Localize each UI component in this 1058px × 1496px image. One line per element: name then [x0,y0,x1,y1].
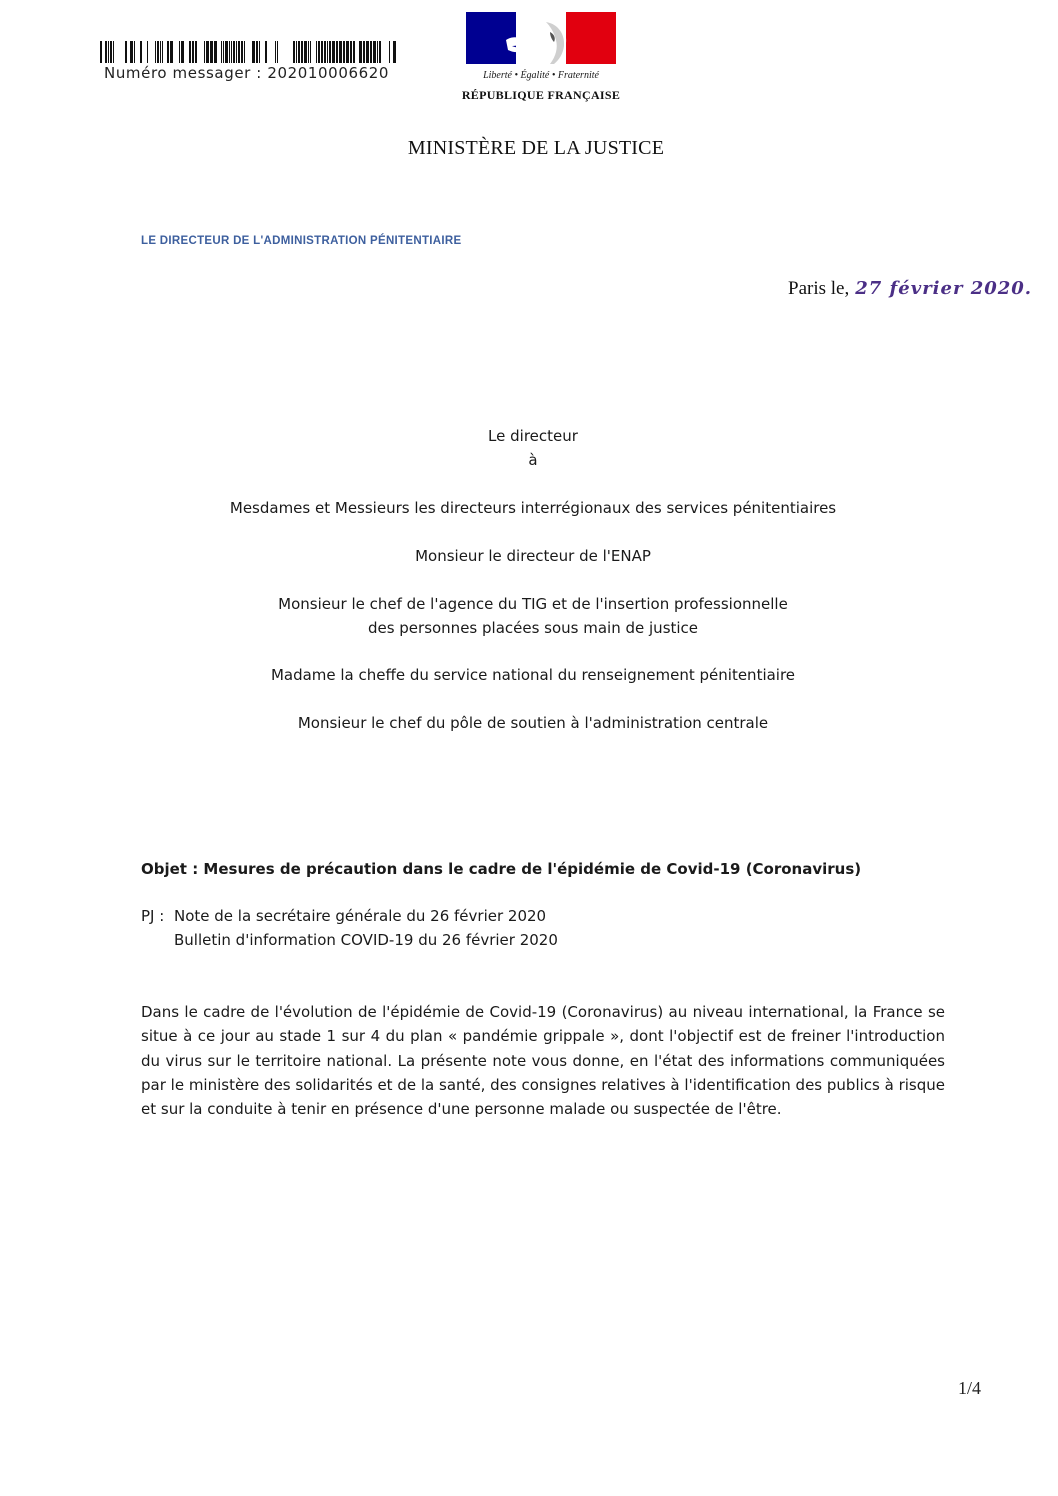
date-prefix: Paris le, [788,278,850,299]
date-line [788,278,1032,300]
republic-name: RÉPUBLIQUE FRANÇAISE [461,88,621,102]
addressee-line: Monsieur le directeur de l'ENAP [415,547,651,565]
attachment-item: Note de la secrétaire générale du 26 février 2020 [174,907,547,925]
addressee-line: des personnes placées sous main de justice [367,619,699,637]
sender-line: Le directeur [488,427,578,445]
ministry-title: MINISTÈRE DE LA JUSTICE [407,137,665,159]
body-paragraph: Dans le cadre de l'évolution de l'épidémie de Covid-19 (Coronavirus) au niveau international, la France se situe à ce jour au stade 1 sur 4 du plan « pandémie grippale », dont l'objectif est de freiner l'introduction du virus sur le territoire national. La présente note vous donne, en l'état des informations communiquées par le ministère des solidarités et de la santé, des consignes relatives à l'identification des publics à risque et sur la conduite à tenir en présence d'une personne malade ou suspectée de l'être. [141,1003,945,1119]
addressee-line: Monsieur le chef de l'agence du TIG et de l'insertion professionnelle [278,595,788,613]
addressee-line: Monsieur le chef du pôle de soutien à l'administration centrale [297,714,769,732]
page-number: 1/4 [958,1378,982,1398]
message-number: Numéro messager : 202010006620 [104,64,390,82]
director-title: LE DIRECTEUR DE L'ADMINISTRATION PÉNITENTIAIRE [141,235,462,247]
addressee-line: Mesdames et Messieurs les directeurs interrégionaux des services pénitentiaires [229,499,837,517]
attachment-item: Bulletin d'information COVID-19 du 26 février 2020 [174,931,558,949]
attachments-label: PJ : [141,907,165,925]
subject-line: Objet : Mesures de précaution dans le cadre de l'épidémie de Covid-19 (Coronavirus) [141,860,862,878]
addressee-line: Madame la cheffe du service national du renseignement pénitentiaire [270,666,796,684]
republic-motto: Liberté • Égalité • Fraternité [483,70,599,81]
to-line: à [528,451,538,469]
handwritten-date: 27 février 2020. [855,278,1033,299]
